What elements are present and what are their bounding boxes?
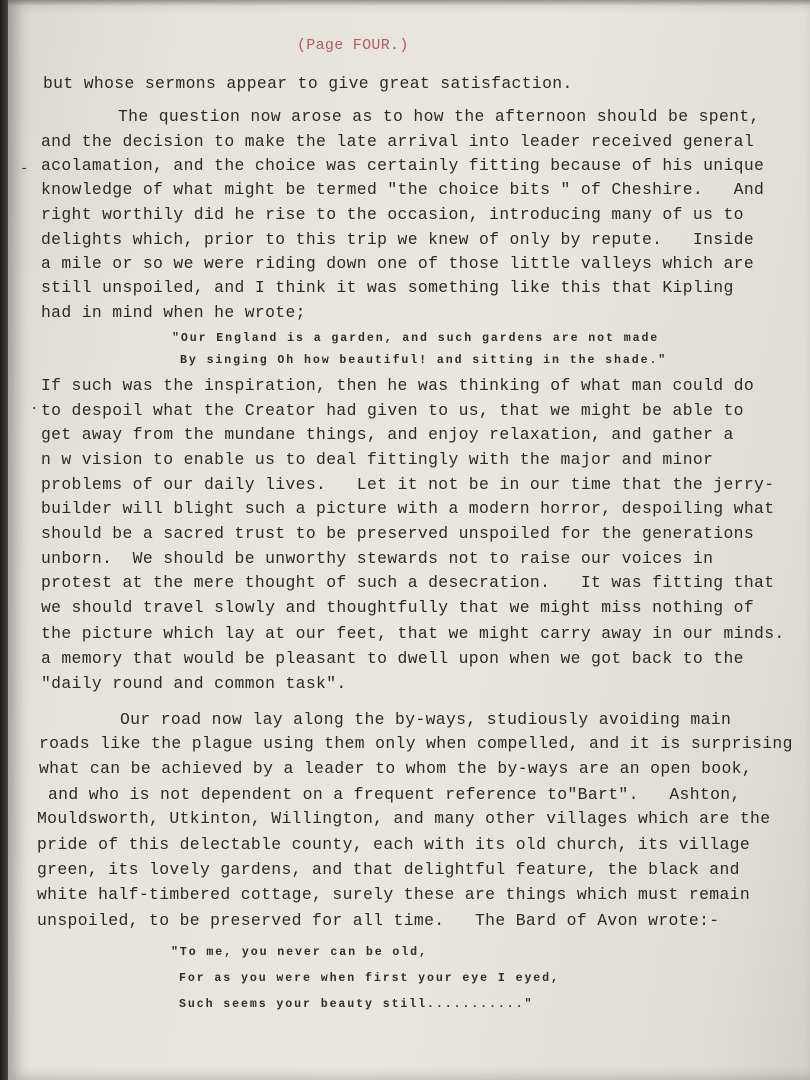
text-line: get away from the mundane things, and enjoy relaxation, and gather a: [41, 425, 734, 444]
text-line: what can be achieved by a leader to whom the by-ways are an open book,: [39, 759, 753, 778]
margin-dot-mark: ·: [30, 401, 39, 417]
bard-quote-line-3: Such seems your beauty still...........": [179, 998, 534, 1011]
text-line: and who is not dependent on a frequent reference to"Bart". Ashton,: [48, 785, 741, 804]
text-line: Mouldsworth, Utkinton, Willington, and many other villages which are the: [37, 809, 771, 828]
text-line: pride of this delectable county, each with its old church, its village: [37, 835, 751, 854]
margin-dash-mark: -: [20, 161, 29, 177]
text-line: we should travel slowly and thoughtfully that we might miss nothing of: [41, 598, 755, 617]
page-header: (Page FOUR.): [297, 37, 409, 54]
text-line: The question now arose as to how the afternoon should be spent,: [118, 107, 760, 126]
book-binding: [0, 0, 8, 1080]
bard-quote-line-2: For as you were when first your eye I eyed,: [179, 972, 560, 985]
text-line: If such was the inspiration, then he was thinking of what man could do: [41, 376, 755, 395]
kipling-quote-line-2: By singing Oh how beautiful! and sitting in the shade.": [180, 354, 668, 367]
text-line: Our road now lay along the by-ways, studiously avoiding main: [120, 710, 732, 729]
page-top-shadow: [8, 0, 810, 6]
text-line: white half-timbered cottage, surely these are things which must remain: [37, 885, 751, 904]
text-line: to despoil what the Creator had given to us, that we might be able to: [41, 401, 744, 420]
text-line: protest at the mere thought of such a desecration. It was fitting that: [41, 573, 775, 592]
text-line: knowledge of what might be termed "the choice bits " of Cheshire. And: [41, 180, 765, 199]
text-line: unborn. We should be unworthy stewards not to raise our voices in: [41, 549, 714, 568]
text-line: problems of our daily lives. Let it not be in our time that the jerry-: [41, 475, 775, 494]
typewritten-page: [8, 0, 810, 1080]
text-line: had in mind when he wrote;: [41, 303, 306, 322]
text-line: delights which, prior to this trip we knew of only by repute. Inside: [41, 230, 755, 249]
text-line: should be a sacred trust to be preserved unspoiled for the generations: [41, 524, 755, 543]
text-line: roads like the plague using them only when compelled, and it is surprising: [39, 734, 793, 753]
text-line: unspoiled, to be preserved for all time. The Bard of Avon wrote:-: [37, 911, 720, 930]
text-line: still unspoiled, and I think it was something like this that Kipling: [41, 278, 734, 297]
text-line: n w vision to enable us to deal fittingly with the major and minor: [41, 450, 714, 469]
text-line: "daily round and common task".: [41, 674, 347, 693]
text-line: right worthily did he rise to the occasion, introducing many of us to: [41, 205, 744, 224]
text-line: a mile or so we were riding down one of those little valleys which are: [41, 254, 755, 273]
text-line: acolamation, and the choice was certainly fitting because of his unique: [41, 156, 765, 175]
text-line: green, its lovely gardens, and that delightful feature, the black and: [37, 860, 740, 879]
text-line: and the decision to make the late arrival into leader received general: [41, 132, 755, 151]
text-line: builder will blight such a picture with a modern horror, despoiling what: [41, 499, 775, 518]
text-line: but whose sermons appear to give great satisfaction.: [43, 74, 573, 93]
kipling-quote-line-1: "Our England is a garden, and such gardens are not made: [172, 332, 660, 345]
text-line: the picture which lay at our feet, that we might carry away in our minds.: [41, 624, 785, 643]
bard-quote-line-1: "To me, you never can be old,: [171, 946, 428, 959]
text-line: a memory that would be pleasant to dwell upon when we got back to the: [41, 649, 744, 668]
